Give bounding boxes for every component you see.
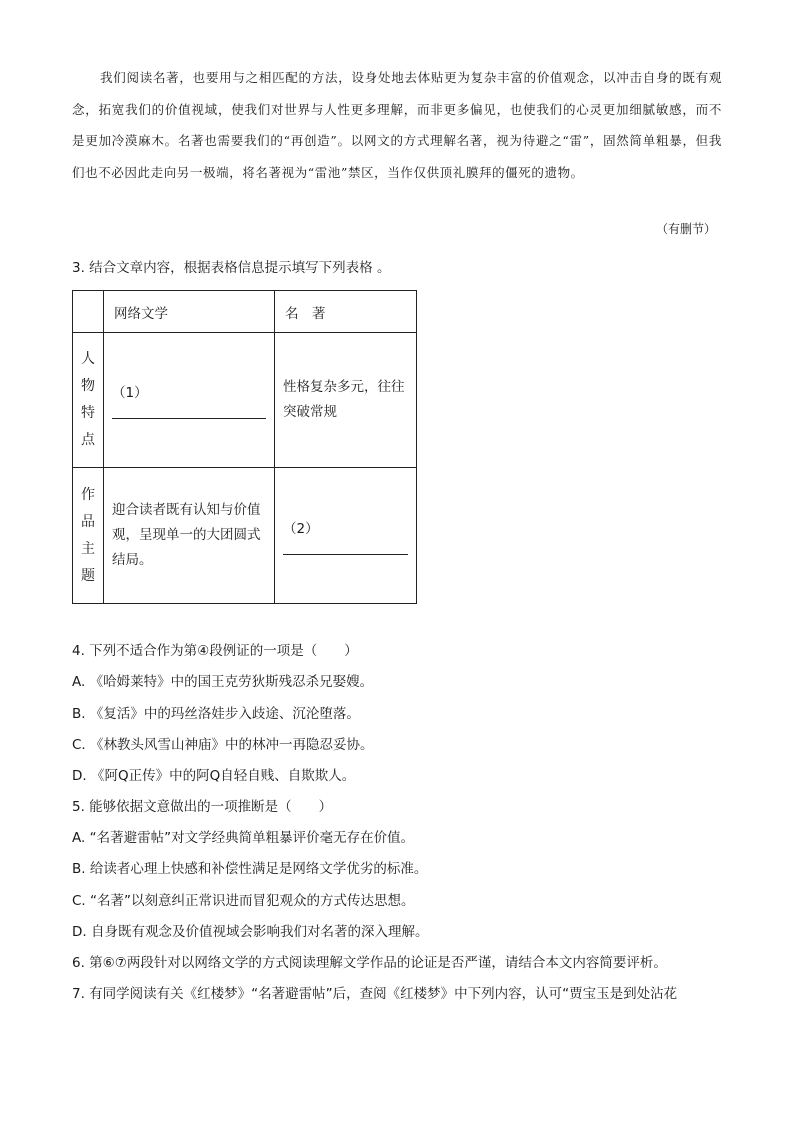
q5-option-b[interactable]: B. 给读者心理上快感和补偿性满足是网络文学优劣的标准。 <box>72 861 428 877</box>
q5-option-a[interactable]: A. “名著避雷帖”对文学经典简单粗暴评价毫无存在价值。 <box>72 830 415 846</box>
q3-stem: 3. 结合文章内容，根据表格信息提示填写下列表格 。 <box>72 260 391 276</box>
network-theme-text: 迎合读者既有认知与价值观，呈现单一的大团圆式结局。 <box>112 502 261 568</box>
blank-1-label: （1） <box>112 385 148 401</box>
table-cell <box>104 333 275 468</box>
passage <box>72 62 722 188</box>
row-label-work-theme <box>73 468 104 604</box>
row-label-character-traits <box>73 333 104 468</box>
q4-option-d[interactable]: D. 《阿Q正传》中的阿Q自轻自贱、自欺欺人。 <box>72 768 356 784</box>
q4-option-a[interactable]: A. 《哈姆莱特》中的国王克劳狄斯残忍杀兄娶嫂。 <box>72 674 374 690</box>
q6-stem: 6. 第⑥⑦两段针对以网络文学的方式阅读理解文学作品的论证是否严谨，请结合本文内容简要评析。 <box>72 955 667 971</box>
header-network-literature: 网络文学 <box>114 305 168 322</box>
q5-option-c[interactable]: C. “名著”以刻意纠正常识进而冒犯观众的方式传达思想。 <box>72 893 415 909</box>
table-header-cell <box>275 291 417 333</box>
q5-stem: 5. 能够依据文意做出的一项推断是（ ） <box>72 799 333 815</box>
row-label-char: 主 <box>81 540 95 557</box>
table-header-cell <box>104 291 275 333</box>
table-header-row <box>73 291 417 333</box>
table-cell <box>275 468 417 604</box>
q4-stem: 4. 下列不适合作为第④段例证的一项是（ ） <box>72 643 358 659</box>
row-label-char: 作 <box>81 486 95 503</box>
abridged-note: （有删节） <box>655 222 716 236</box>
q4-option-b[interactable]: B. 《复活》中的玛丝洛娃步入歧途、沉沦堕落。 <box>72 706 360 722</box>
table-row <box>73 468 417 604</box>
table-corner-cell <box>73 291 104 333</box>
q4-option-c[interactable]: C. 《林教头风雪山神庙》中的林冲一再隐忍妥协。 <box>72 737 374 753</box>
q5-option-d[interactable]: D. 自身既有观念及价值视域会影响我们对名著的深入理解。 <box>72 924 429 940</box>
row-label-char: 人 <box>81 351 95 367</box>
classics-character-text: 性格复杂多元，往往突破常规 <box>283 379 405 420</box>
table-cell <box>275 333 417 468</box>
table-row <box>73 333 417 468</box>
row-label-char: 品 <box>81 513 95 530</box>
row-label-char: 物 <box>81 378 95 394</box>
row-label-char: 点 <box>81 432 95 448</box>
row-label-char: 特 <box>81 405 95 421</box>
blank-2-label: （2） <box>283 520 319 537</box>
row-label-char: 题 <box>81 567 95 584</box>
passage-paragraph: 我们阅读名著，也要用与之相匹配的方法，设身处地去体贴更为复杂丰富的价值观念，以冲击自身的既有观念，拓宽我们的价值视域，使我们对世界与人性更多理解，而非更多偏见，也使我们的心灵更加细腻敏感，而不是更加冷漠麻木。名著也需要我们的“再创造”。以网文的方式理解名著，视为待避之“雷”，固然简单粗暴，但我们也不必因此走向另一极端，将名著视为“雷池”禁区，当作仅供顶礼膜拜的僵死的遗物。 <box>72 70 722 180</box>
q7-stem: 7. 有同学阅读有关《红楼梦》“名著避雷帖”后，查阅《红楼梦》中下列内容，认可“贾宝玉是到处沾花 <box>72 986 678 1002</box>
answer-blank-1[interactable] <box>112 410 266 419</box>
q3-table <box>72 290 417 604</box>
header-classics: 名 著 <box>285 305 326 322</box>
table-cell <box>104 468 275 604</box>
answer-blank-2[interactable] <box>283 546 408 555</box>
